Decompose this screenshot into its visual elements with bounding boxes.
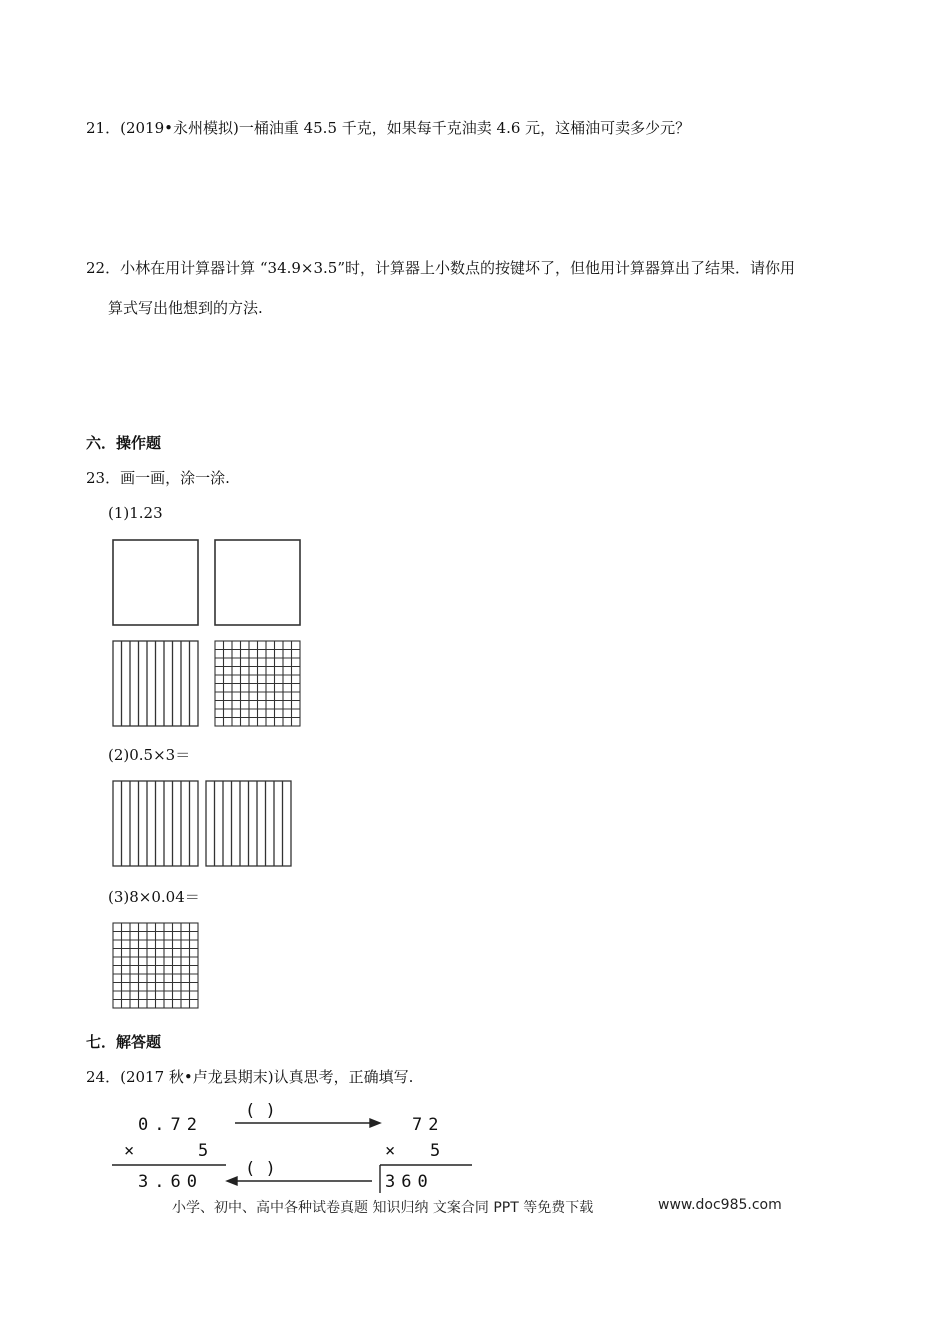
question-text: (2019•永州模拟)一桶油重 45.5 千克，如果每千克油卖 4.6 元，这桶油可卖多少元？ [120,119,691,137]
question-text: 画一画，涂一涂. [120,469,230,487]
question-23 [86,468,230,488]
hundredths-grid-square-2 [112,922,200,1010]
top-blank: ( ) [245,1101,276,1121]
tenths-strip-square-2 [112,780,200,868]
left-times-sign: × [124,1141,141,1161]
footer-text: 小学、初中、高中各种试卷真题 知识归纳 文案合同 PPT 等免费下载 [172,1200,594,1216]
right-product: 360 [385,1172,434,1192]
arrow-right-head [370,1119,380,1127]
arrow-left-head [227,1177,237,1185]
plain-square-1 [112,539,200,627]
question-text-line1: 小林在用计算器计算 “34.9×3.5”时，计算器上小数点的按键坏了，但他用计算器算出了结果．请你用 [120,259,796,277]
section-heading-7: 七．解答题 [86,1033,162,1051]
question-number: 23． [86,469,121,487]
left-multiplicand: 0.72 [138,1115,203,1135]
question-number: 24． [86,1068,121,1086]
question-22 [86,258,795,278]
section-heading-6: 六．操作题 [86,434,162,452]
right-multiplicand: 72 [412,1115,445,1135]
plain-square-2 [214,539,302,627]
question-text: (2017 秋•卢龙县期末)认真思考，正确填写. [120,1068,414,1086]
question-22-line2: 算式写出他想到的方法. [108,299,263,317]
tenths-strip-square-1 [112,640,200,728]
question-number: 21． [86,119,121,137]
part-3-label: (3)8×0.04＝ [108,888,200,906]
question-21 [86,118,690,138]
tenths-strip-square-3 [205,780,293,868]
question-number: 22． [86,259,121,277]
right-times-sign: × [385,1141,402,1161]
multiplication-diagram [100,1098,490,1196]
question-24 [86,1067,413,1087]
part-1-label: (1)1.23 [108,504,163,522]
left-multiplier: 5 [198,1141,215,1161]
left-product: 3.60 [138,1172,203,1192]
right-multiplier: 5 [430,1141,447,1161]
hundredths-grid-square-1 [214,640,302,728]
part-2-label: (2)0.5×3＝ [108,746,191,764]
footer-url[interactable]: www.doc985.com [658,1197,782,1213]
bottom-blank: ( ) [245,1159,276,1179]
